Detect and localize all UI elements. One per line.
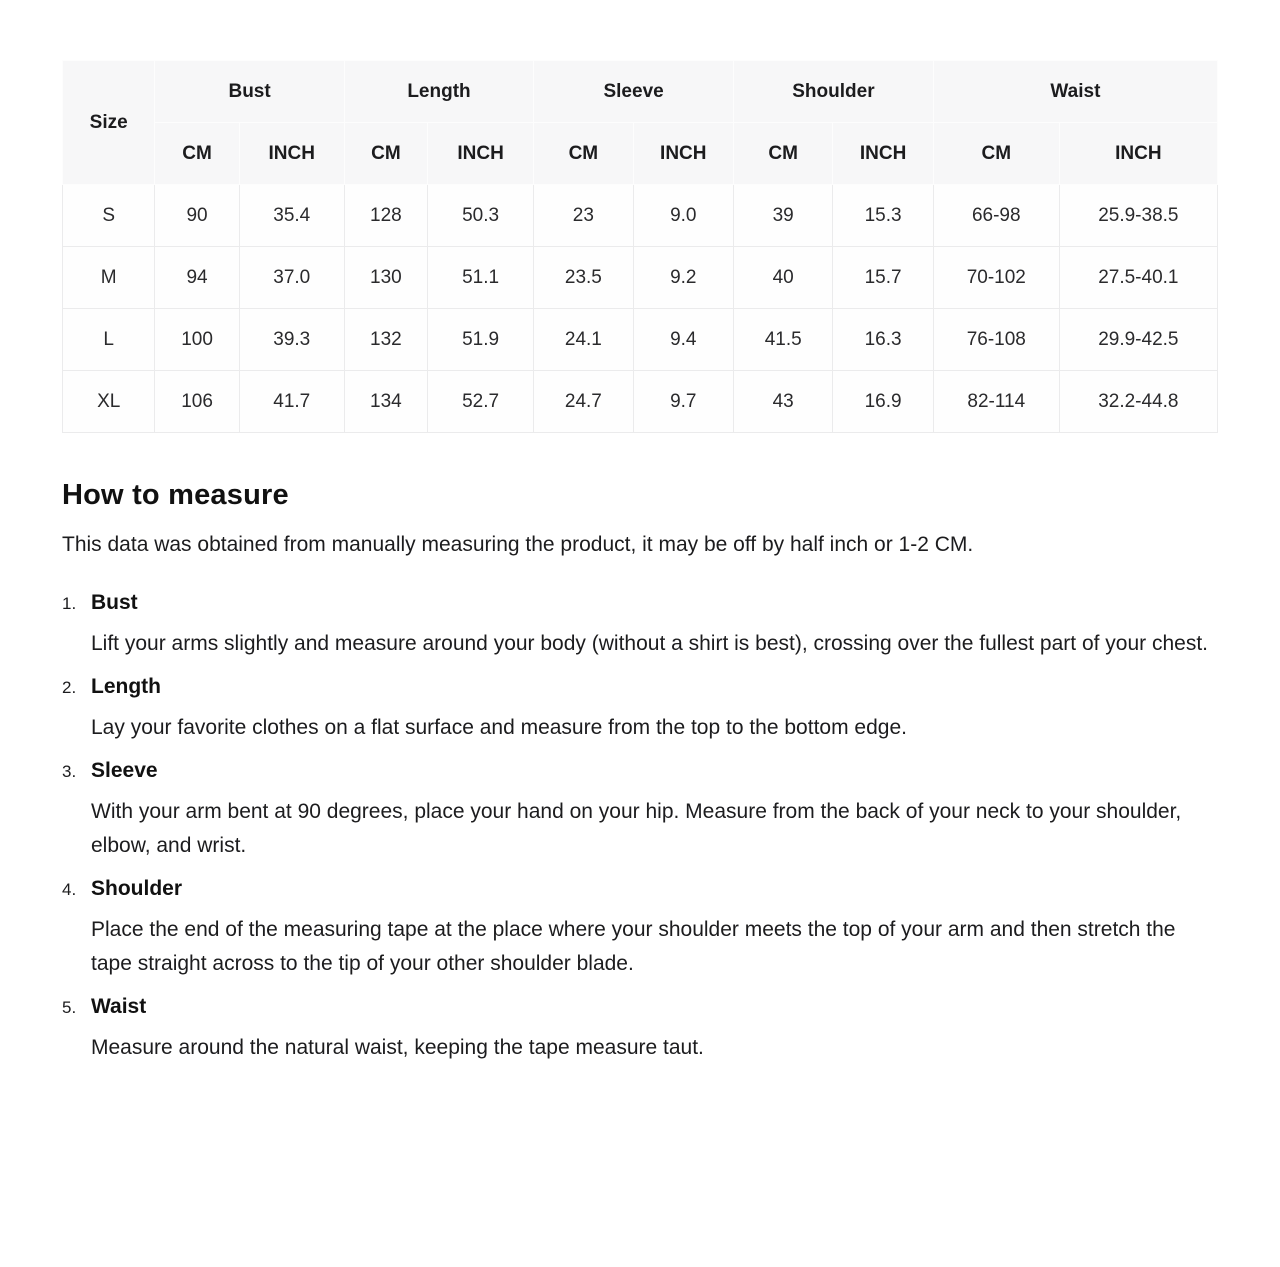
size-chart-table bbox=[62, 60, 1218, 433]
list-item-heading bbox=[62, 995, 1218, 1019]
list-item-number: 3. bbox=[62, 762, 77, 781]
list-item-number: 2. bbox=[62, 678, 77, 697]
cell-waist-cm: 66-98 bbox=[933, 185, 1059, 247]
cell-waist-inch: 32.2-44.8 bbox=[1059, 371, 1217, 433]
how-to-measure-heading: How to measure bbox=[62, 479, 289, 511]
cell-waist-inch: 29.9-42.5 bbox=[1059, 309, 1217, 371]
cell-sleeve-cm: 23.5 bbox=[534, 247, 633, 309]
unit-header-waist-cm: CM bbox=[933, 123, 1059, 185]
cell-bust-cm: 100 bbox=[155, 309, 239, 371]
cell-sleeve-cm: 23 bbox=[534, 185, 633, 247]
list-item-text: Lay your favorite clothes on a flat surface and measure from the top to the bottom edge. bbox=[91, 716, 907, 739]
unit-header-bust-inch: INCH bbox=[239, 123, 344, 185]
list-item-text: With your arm bent at 90 degrees, place your hand on your hip. Measure from the back of your neck to your shoulder, elbow, and wrist. bbox=[91, 800, 1182, 857]
list-item-length bbox=[62, 675, 1218, 745]
cell-length-cm: 132 bbox=[344, 309, 427, 371]
list-item-heading bbox=[62, 877, 1218, 901]
unit-header-sleeve-cm: CM bbox=[534, 123, 633, 185]
list-item-number: 4. bbox=[62, 880, 77, 899]
cell-length-inch: 52.7 bbox=[427, 371, 533, 433]
size-guide-page bbox=[62, 0, 1218, 1065]
col-header-shoulder: Shoulder bbox=[734, 61, 934, 123]
measure-intro-text: This data was obtained from manually measuring the product, it may be off by half inch or 1-2 CM. bbox=[62, 533, 974, 556]
list-item-title: Bust bbox=[91, 591, 138, 614]
size-cell: L bbox=[63, 309, 155, 371]
table-row-size-s bbox=[63, 185, 1218, 247]
cell-length-inch: 51.9 bbox=[427, 309, 533, 371]
cell-sleeve-cm: 24.7 bbox=[534, 371, 633, 433]
cell-bust-cm: 106 bbox=[155, 371, 239, 433]
table-unit-header-row bbox=[63, 123, 1218, 185]
cell-bust-inch: 37.0 bbox=[239, 247, 344, 309]
cell-shoulder-cm: 39 bbox=[734, 185, 833, 247]
unit-header-sleeve-inch: INCH bbox=[633, 123, 733, 185]
table-row-size-m bbox=[63, 247, 1218, 309]
table-group-header-row bbox=[63, 61, 1218, 123]
cell-length-cm: 128 bbox=[344, 185, 427, 247]
unit-header-length-inch: INCH bbox=[427, 123, 533, 185]
col-header-waist: Waist bbox=[933, 61, 1217, 123]
list-item-text: Measure around the natural waist, keeping the tape measure taut. bbox=[91, 1036, 704, 1059]
col-header-size: Size bbox=[63, 61, 155, 185]
cell-sleeve-inch: 9.4 bbox=[633, 309, 733, 371]
size-cell: M bbox=[63, 247, 155, 309]
unit-header-shoulder-inch: INCH bbox=[833, 123, 933, 185]
cell-sleeve-inch: 9.2 bbox=[633, 247, 733, 309]
cell-length-inch: 51.1 bbox=[427, 247, 533, 309]
unit-header-shoulder-cm: CM bbox=[734, 123, 833, 185]
table-row-size-l bbox=[63, 309, 1218, 371]
list-item-number: 1. bbox=[62, 594, 77, 613]
list-item-bust bbox=[62, 591, 1218, 661]
size-cell: XL bbox=[63, 371, 155, 433]
list-item-waist bbox=[62, 995, 1218, 1065]
cell-length-cm: 134 bbox=[344, 371, 427, 433]
list-item-title: Shoulder bbox=[91, 877, 183, 900]
cell-shoulder-cm: 41.5 bbox=[734, 309, 833, 371]
cell-waist-cm: 82-114 bbox=[933, 371, 1059, 433]
cell-shoulder-inch: 15.3 bbox=[833, 185, 933, 247]
unit-header-length-cm: CM bbox=[344, 123, 427, 185]
cell-bust-inch: 35.4 bbox=[239, 185, 344, 247]
cell-bust-cm: 94 bbox=[155, 247, 239, 309]
cell-length-cm: 130 bbox=[344, 247, 427, 309]
list-item-number: 5. bbox=[62, 998, 77, 1017]
list-item-title: Waist bbox=[91, 995, 147, 1018]
cell-bust-inch: 39.3 bbox=[239, 309, 344, 371]
cell-length-inch: 50.3 bbox=[427, 185, 533, 247]
list-item-title: Sleeve bbox=[91, 759, 158, 782]
list-item-heading bbox=[62, 591, 1218, 615]
cell-shoulder-inch: 16.9 bbox=[833, 371, 933, 433]
cell-bust-inch: 41.7 bbox=[239, 371, 344, 433]
cell-shoulder-cm: 40 bbox=[734, 247, 833, 309]
cell-sleeve-inch: 9.0 bbox=[633, 185, 733, 247]
unit-header-waist-inch: INCH bbox=[1059, 123, 1217, 185]
list-item-text: Lift your arms slightly and measure around your body (without a shirt is best), crossing over the fullest part of your chest. bbox=[91, 632, 1209, 655]
size-cell: S bbox=[63, 185, 155, 247]
measure-instruction-list bbox=[62, 591, 1218, 1065]
list-item-heading bbox=[62, 759, 1218, 783]
col-header-bust: Bust bbox=[155, 61, 344, 123]
list-item-text: Place the end of the measuring tape at the place where your shoulder meets the top of your arm and then stretch the tape straight across to the tip of your other shoulder blade. bbox=[91, 918, 1176, 975]
cell-waist-inch: 25.9-38.5 bbox=[1059, 185, 1217, 247]
cell-shoulder-inch: 15.7 bbox=[833, 247, 933, 309]
cell-waist-cm: 76-108 bbox=[933, 309, 1059, 371]
cell-waist-cm: 70-102 bbox=[933, 247, 1059, 309]
cell-sleeve-inch: 9.7 bbox=[633, 371, 733, 433]
cell-waist-inch: 27.5-40.1 bbox=[1059, 247, 1217, 309]
cell-shoulder-cm: 43 bbox=[734, 371, 833, 433]
list-item-shoulder bbox=[62, 877, 1218, 981]
cell-shoulder-inch: 16.3 bbox=[833, 309, 933, 371]
col-header-length: Length bbox=[344, 61, 533, 123]
list-item-heading bbox=[62, 675, 1218, 699]
list-item-title: Length bbox=[91, 675, 161, 698]
cell-bust-cm: 90 bbox=[155, 185, 239, 247]
col-header-sleeve: Sleeve bbox=[534, 61, 734, 123]
table-row-size-xl bbox=[63, 371, 1218, 433]
cell-sleeve-cm: 24.1 bbox=[534, 309, 633, 371]
unit-header-bust-cm: CM bbox=[155, 123, 239, 185]
list-item-sleeve bbox=[62, 759, 1218, 863]
